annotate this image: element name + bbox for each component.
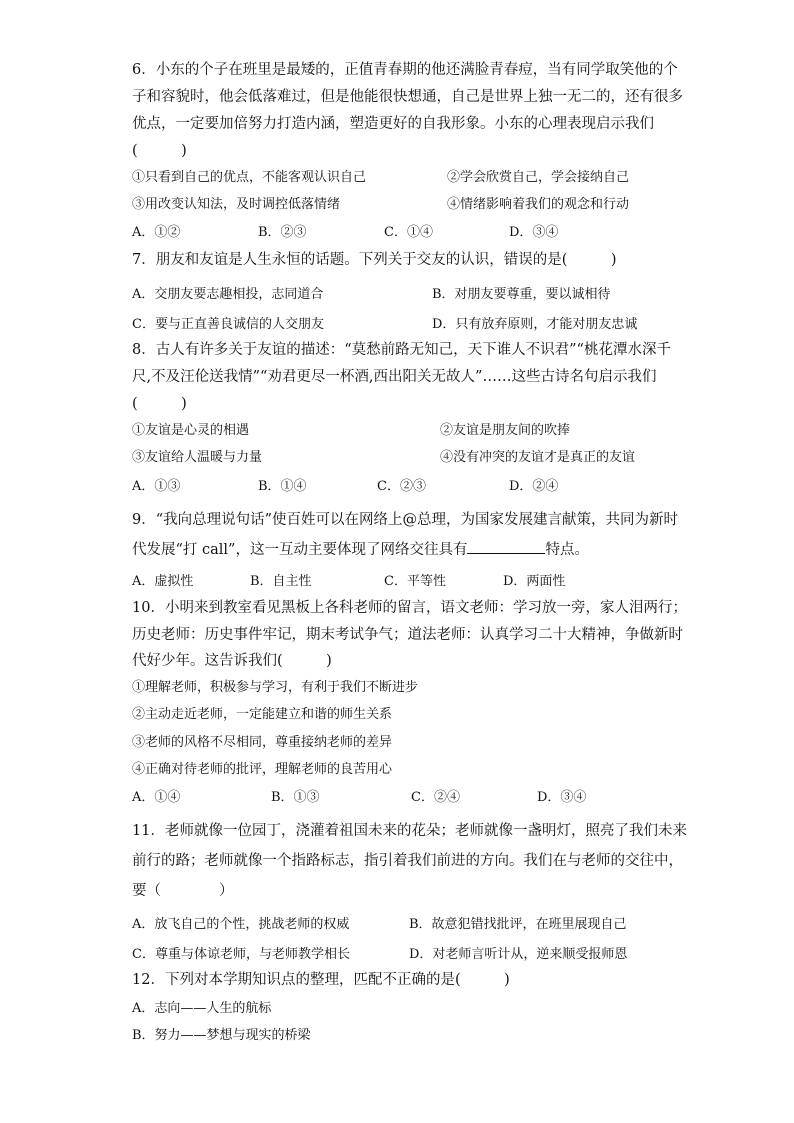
q8-statement-3: ③友谊给人温暖与力量 (132, 450, 263, 465)
q6-statement-2: ②学会欣赏自己，学会接纳自己 (447, 170, 630, 185)
q7-option-a: A．交朋友要志趣相投，志同道合 (132, 287, 324, 302)
fill-in-blank (467, 541, 545, 554)
q9-option-d: D．两面性 (503, 574, 566, 589)
q8-line-2: 尺,不及汪伦送我情”“劝君更尽一杯酒,西出阳关无故人”……这些古诗名句启示我们 (132, 369, 657, 385)
q10-statement-3: ③老师的风格不尽相同，尊重接纳老师的差异 (132, 735, 393, 750)
q11-option-a: A．放飞自己的个性，挑战老师的权威 (132, 917, 350, 932)
q6-line-2: 子和容貌时，他会低落难过，但是他能很快想通，自己是世界上独一无二的，还有很多 (132, 89, 683, 105)
q9-line-2-text: 代发展“打 call”，这一互动主要体现了网络交往具有 (132, 542, 468, 558)
q6-statement-4: ④情绪影响着我们的观念和行动 (447, 197, 630, 212)
q9-option-c: C．平等性 (384, 574, 446, 589)
q7-option-c: C．要与正直善良诚信的人交朋友 (132, 317, 324, 332)
q10-line-2: 历史老师：历史事件牢记，期末考试争气；道法老师：认真学习二十大精神，争做新时 (132, 627, 683, 643)
q9-line-2-tail: 特点。 (545, 542, 589, 558)
q10-line-3: 代好少年。这告诉我们( ) (132, 653, 332, 669)
q12-option-a: A．志向——人生的航标 (132, 1001, 272, 1016)
q9-option-b: B．自主性 (250, 574, 312, 589)
q8-option-d: D．②④ (509, 479, 559, 494)
q6-option-c: C．①④ (384, 225, 433, 240)
q9-line-1: 9．“我向总理说句话”使百姓可以在网络上@总理，为国家发展建言献策，共同为新时 (132, 512, 679, 528)
q10-option-a: A．①④ (132, 790, 181, 805)
q11-line-2: 前行的路；老师就像一个指路标志，指引着我们前进的方向。我们在与老师的交往中， (132, 853, 683, 869)
q6-answer-bracket: ( ) (132, 143, 187, 159)
q8-option-b: B．①④ (258, 479, 307, 494)
q8-statement-2: ②友谊是朋友间的吹捧 (440, 423, 571, 438)
q10-option-b: B．①③ (271, 790, 320, 805)
q10-option-c: C．②④ (411, 790, 460, 805)
q7-line-1: 7．朋友和友谊是人生永恒的话题。下列关于交友的认识，错误的是( ) (132, 252, 617, 268)
q11-option-b: B．故意犯错找批评，在班里展现自己 (409, 917, 627, 932)
q8-answer-bracket: ( ) (132, 396, 187, 412)
q7-option-d: D．只有放弃原则，才能对朋友忠诚 (432, 317, 638, 332)
q6-line-1: 6．小东的个子在班里是最矮的，正值青春期的他还满脸青春痘，当有同学取笑他的个 (132, 62, 678, 78)
q6-statement-1: ①只看到自己的优点，不能客观认识自己 (132, 170, 367, 185)
q6-option-b: B．②③ (258, 225, 307, 240)
q6-option-d: D．③④ (509, 225, 559, 240)
q11-line-1: 11．老师就像一位园丁，浇灌着祖国未来的花朵；老师就像一盏明灯，照亮了我们未来 (132, 823, 687, 839)
q8-statement-1: ①友谊是心灵的相遇 (132, 423, 250, 438)
q11-option-c: C．尊重与体谅老师，与老师教学相长 (132, 947, 350, 962)
q10-statement-1: ①理解老师，积极参与学习，有利于我们不断进步 (132, 680, 419, 695)
q11-option-d: D．对老师言听计从，逆来顺受报师恩 (409, 947, 628, 962)
q8-statement-4: ④没有冲突的友谊才是真正的友谊 (440, 450, 636, 465)
q10-option-d: D．③④ (537, 790, 587, 805)
q6-statement-3: ③用改变认知法，及时调控低落情绪 (132, 197, 341, 212)
q12-line-1: 12．下列对本学期知识点的整理，匹配不正确的是( ) (132, 972, 510, 988)
q11-answer-bracket: 要（ ） (132, 883, 234, 899)
q10-statement-4: ④正确对待老师的批评，理解老师的良苦用心 (132, 762, 393, 777)
q6-option-a: A．①② (132, 225, 181, 240)
q8-option-c: C．②③ (377, 479, 426, 494)
q10-line-1: 10．小明来到教室看见黑板上各科老师的留言，语文老师：学习放一旁，家人泪两行； (132, 600, 687, 616)
q8-option-a: A．①③ (132, 479, 181, 494)
q8-line-1: 8．古人有许多关于友谊的描述：“莫愁前路无知己，天下谁人不识君”“桃花潭水深千 (132, 342, 671, 358)
q9-line-2 (132, 541, 589, 559)
q10-statement-2: ②主动走近老师，一定能建立和谐的师生关系 (132, 707, 393, 722)
q7-option-b: B．对朋友要尊重，要以诚相待 (432, 287, 611, 302)
q6-line-3: 优点，一定要加倍努力打造内涵，塑造更好的自我形象。小东的心理表现启示我们 (132, 116, 654, 132)
q9-option-a: A．虚拟性 (132, 574, 194, 589)
q12-option-b: B．努力——梦想与现实的桥梁 (132, 1028, 311, 1043)
